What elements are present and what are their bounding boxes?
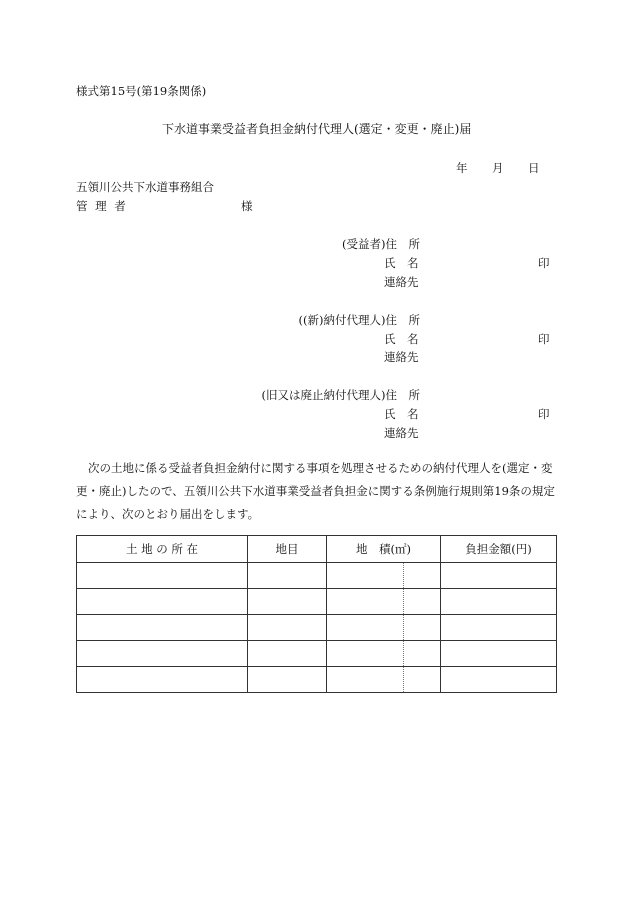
date-day-label: 日 [528, 161, 540, 175]
cell-area[interactable] [327, 615, 404, 641]
cell-land-type[interactable] [248, 641, 327, 667]
cell-land-type[interactable] [248, 563, 327, 589]
cell-land-type[interactable] [248, 589, 327, 615]
cell-location[interactable] [77, 563, 248, 589]
date-month-label: 月 [492, 161, 504, 175]
new-agent-name-label: 氏 名 [384, 332, 419, 346]
body-text: 次の土地に係る受益者負担金納付に関する事項を処理させるための納付代理人を(選定・変更・廃止)したので、五領川公共下水道事業受益者負担金に関する条例施行規則第19条の規定により、次のとおり届出をします。 [76, 461, 555, 521]
cell-location[interactable] [77, 589, 248, 615]
cell-area-decimal[interactable] [404, 563, 441, 589]
table-header-row [77, 536, 557, 563]
page-title: 下水道事業受益者負担金納付代理人(選定・変更・廃止)届 [162, 122, 472, 136]
cell-amount[interactable] [441, 641, 557, 667]
cell-area[interactable] [327, 641, 404, 667]
header-location: 土 地 の 所 在 [77, 536, 248, 563]
cell-amount[interactable] [441, 615, 557, 641]
cell-location[interactable] [77, 667, 248, 693]
body-paragraph [76, 457, 558, 526]
cell-land-type[interactable] [248, 667, 327, 693]
header-amount: 負担金額(円) [441, 536, 557, 563]
table-row [77, 589, 557, 615]
table-row [77, 563, 557, 589]
addressee-organization: 五領川公共下水道事務組合 [76, 180, 214, 194]
cell-area-decimal[interactable] [404, 667, 441, 693]
cell-area-decimal[interactable] [404, 615, 441, 641]
cell-area-decimal[interactable] [404, 589, 441, 615]
date-year-label: 年 [456, 161, 468, 175]
table-row [77, 615, 557, 641]
land-table [76, 535, 557, 693]
cell-amount[interactable] [441, 589, 557, 615]
cell-area[interactable] [327, 589, 404, 615]
addressee-honorific: 様 [241, 199, 253, 213]
new-agent-seal-mark: 印 [538, 332, 550, 346]
old-agent-name-label: 氏 名 [384, 407, 419, 421]
cell-area-decimal[interactable] [404, 641, 441, 667]
cell-location[interactable] [77, 615, 248, 641]
beneficiary-name-label: 氏 名 [384, 256, 419, 270]
cell-amount[interactable] [441, 667, 557, 693]
form-number: 様式第15号(第19条関係) [76, 84, 207, 98]
old-agent-seal-mark: 印 [538, 407, 550, 421]
beneficiary-address-label: (受益者)住 所 [342, 237, 420, 251]
cell-location[interactable] [77, 641, 248, 667]
cell-area[interactable] [327, 667, 404, 693]
new-agent-contact-label: 連絡先 [384, 350, 419, 364]
table-row [77, 667, 557, 693]
cell-land-type[interactable] [248, 615, 327, 641]
beneficiary-contact-label: 連絡先 [384, 275, 419, 289]
cell-area[interactable] [327, 563, 404, 589]
header-land-type: 地目 [248, 536, 327, 563]
old-agent-address-label: (旧又は廃止納付代理人)住 所 [261, 388, 420, 402]
cell-amount[interactable] [441, 563, 557, 589]
new-agent-address-label: ((新)納付代理人)住 所 [298, 313, 420, 327]
table-row [77, 641, 557, 667]
beneficiary-seal-mark: 印 [538, 256, 550, 270]
old-agent-contact-label: 連絡先 [384, 426, 419, 440]
header-area: 地 積(㎡) [327, 536, 441, 563]
addressee-role: 管 理 者 [76, 199, 128, 213]
